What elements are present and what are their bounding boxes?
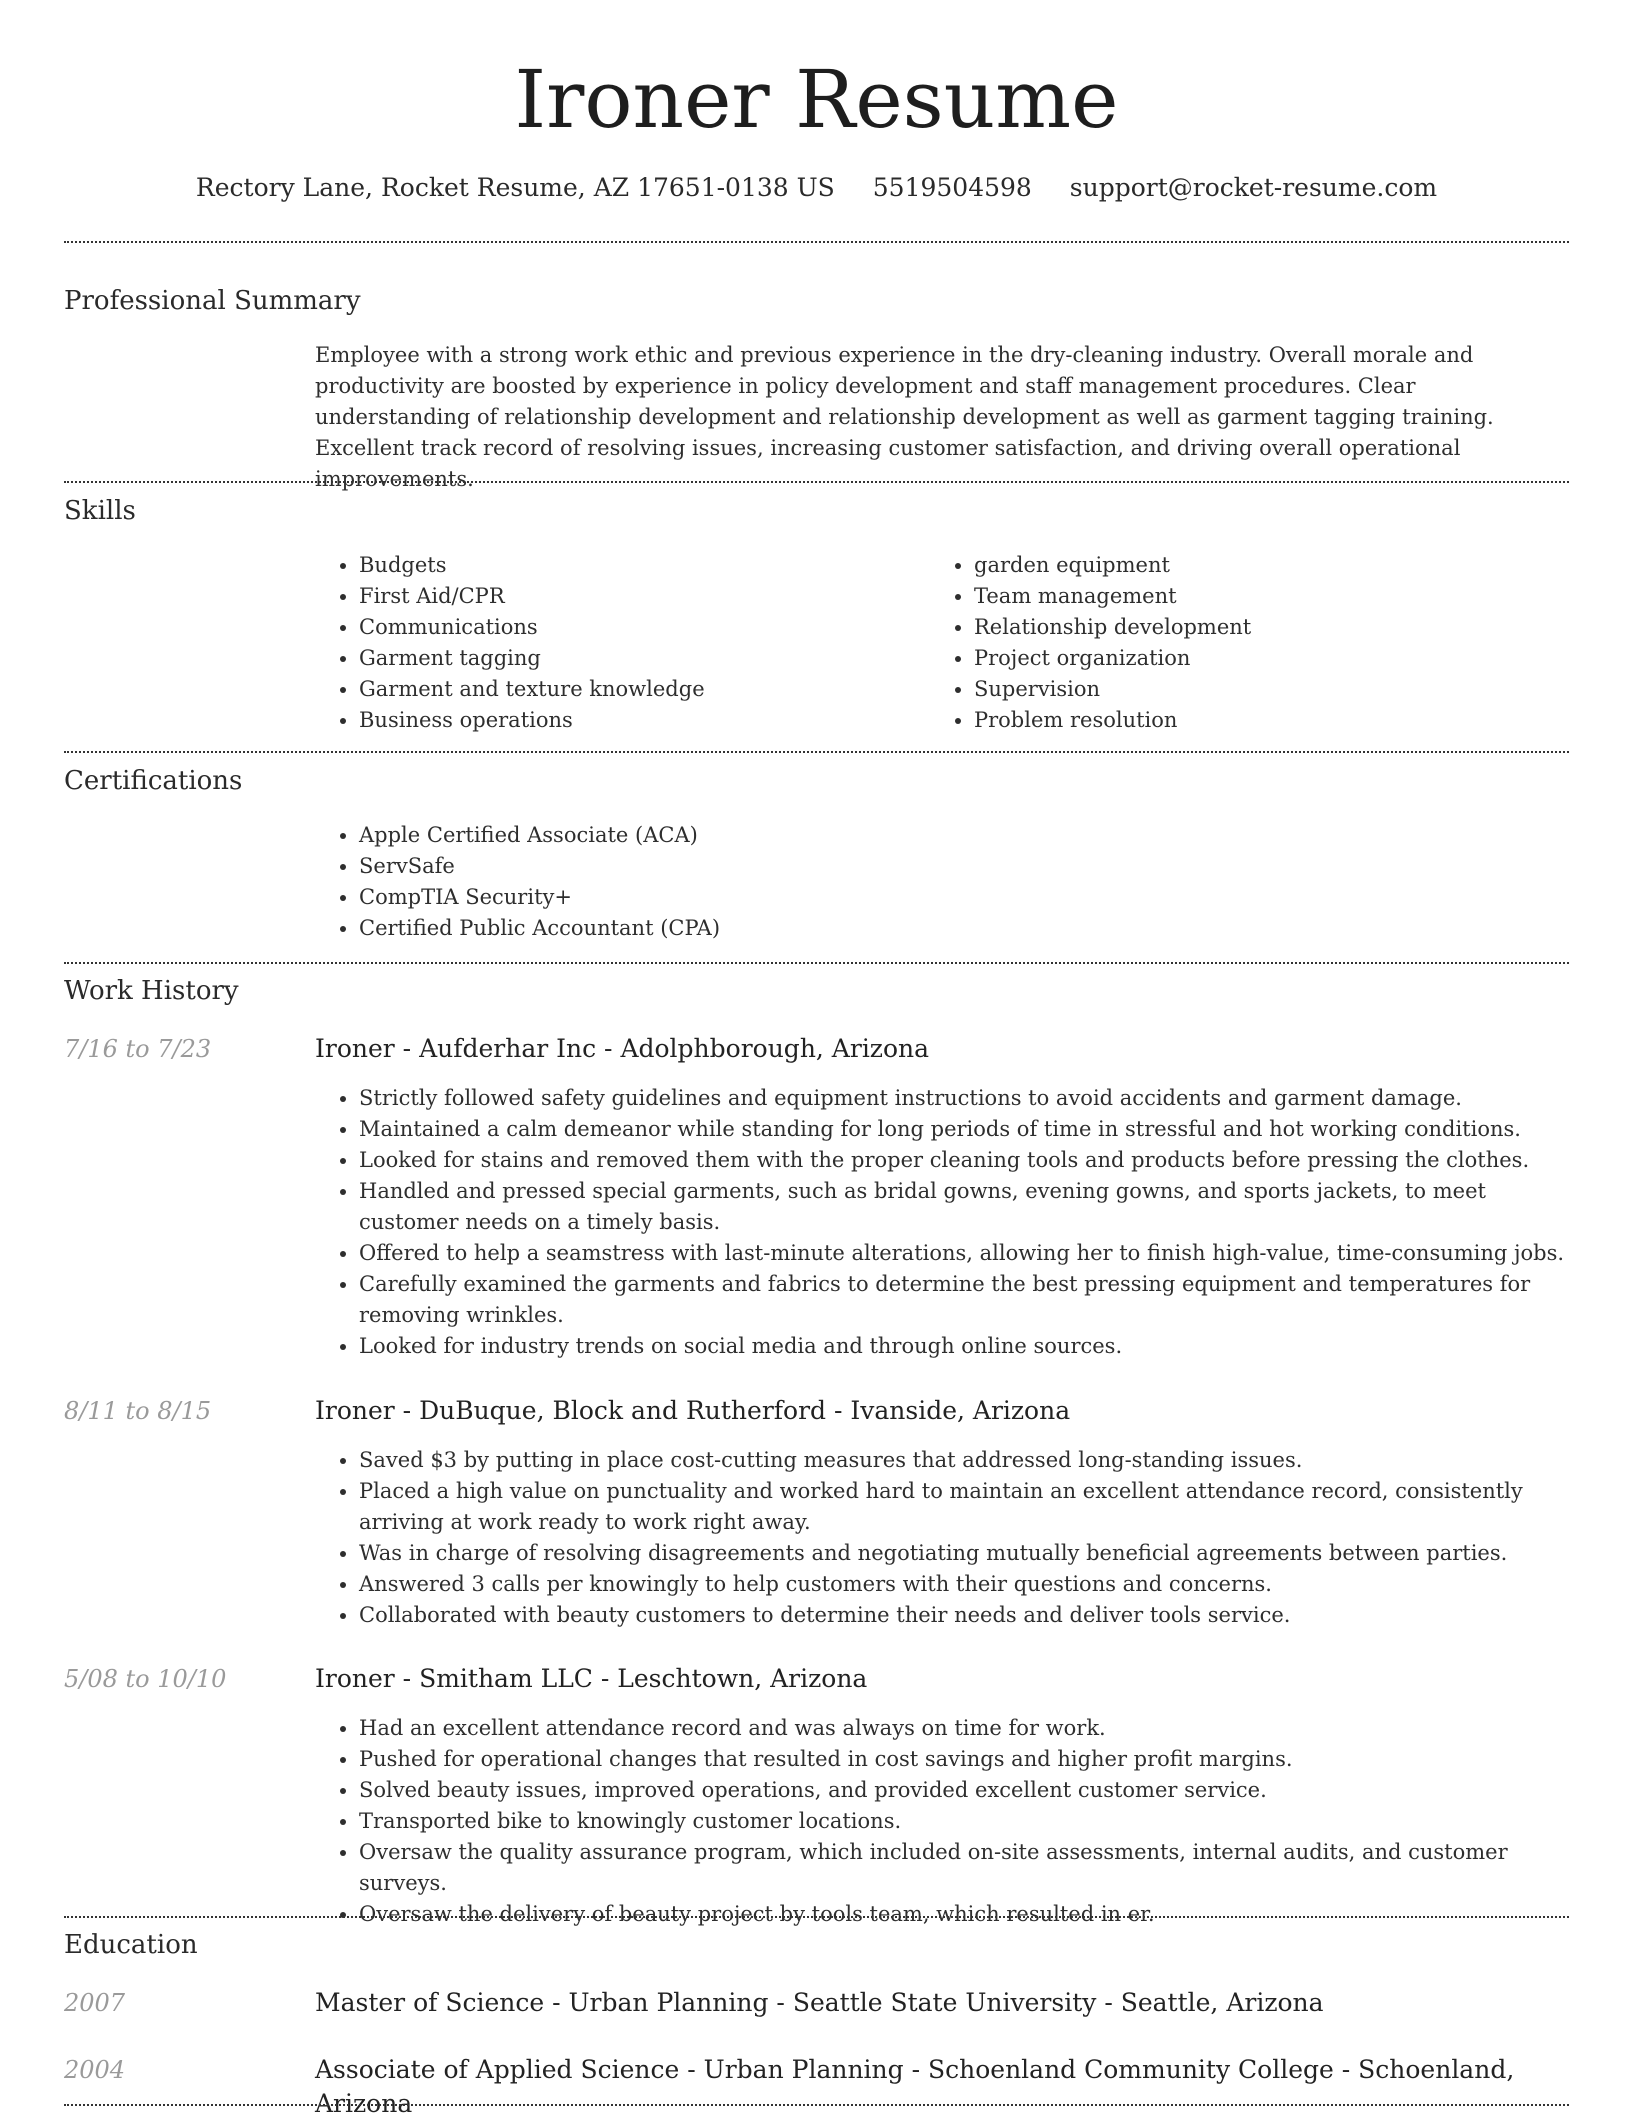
job-title: Ironer - Aufderhar Inc - Adolphborough, Arizona bbox=[315, 1034, 930, 1063]
divider bbox=[64, 481, 1569, 483]
job-bullet: • Handled and pressed special garments, such as bridal gowns, evening gowns, and sports jackets, to meet customer needs on a timely basis. bbox=[359, 1176, 1569, 1238]
skill-item: • Garment and texture knowledge bbox=[359, 674, 939, 705]
resume-page bbox=[64, 0, 1569, 2118]
job-dates: 5/08 to 10/10 bbox=[64, 1665, 227, 1693]
education-degree: Master of Science - Urban Planning - Seattle State University - Seattle, Arizona bbox=[315, 1988, 1324, 2017]
skills-heading: Skills bbox=[64, 496, 136, 526]
job-bullet: • Had an excellent attendance record and was always on time for work. bbox=[359, 1713, 1569, 1744]
divider bbox=[64, 2104, 1569, 2106]
job-bullet: • Offered to help a seamstress with last-minute alterations, allowing her to finish high-value, time-consuming jobs. bbox=[359, 1238, 1569, 1269]
education-degree: Associate of Applied Science - Urban Planning - Schoenland Community College - Schoenland, Arizona bbox=[315, 2055, 1515, 2118]
email-link[interactable]: support@rocket-resume.com bbox=[1069, 173, 1438, 202]
job-bullet: • Strictly followed safety guidelines and equipment instructions to avoid accidents and garment damage. bbox=[359, 1083, 1569, 1114]
certification-item: • ServSafe bbox=[359, 851, 1559, 882]
skill-item: • Problem resolution bbox=[974, 705, 1574, 736]
certification-item: • CompTIA Security+ bbox=[359, 882, 1559, 913]
job-bullet: • Answered 3 calls per knowingly to help customers with their questions and concerns. bbox=[359, 1569, 1569, 1600]
job-bullet: • Transported bike to knowingly customer locations. bbox=[359, 1806, 1569, 1837]
job-bullet: • Saved $3 by putting in place cost-cutting measures that addressed long-standing issues. bbox=[359, 1445, 1569, 1476]
skill-item: • Garment tagging bbox=[359, 643, 939, 674]
summary-text: Employee with a strong work ethic and previous experience in the dry-cleaning industry. Overall morale and productivity are boosted by experience in policy development and staff management procedures. Clear understanding of relationship development and relationship development as well as garment tagging training. Excellent track record of resolving issues, increasing customer satisfaction, and driving overall operational improvements. bbox=[315, 343, 1494, 491]
job-title: Ironer - Smitham LLC - Leschtown, Arizona bbox=[315, 1664, 868, 1693]
certification-item: • Certified Public Accountant (CPA) bbox=[359, 913, 1559, 944]
job-bullet: • Was in charge of resolving disagreements and negotiating mutually beneficial agreements between parties. bbox=[359, 1538, 1569, 1569]
job-bullets bbox=[315, 1713, 1569, 1930]
job-bullet: • Solved beauty issues, improved operations, and provided excellent customer service. bbox=[359, 1775, 1569, 1806]
certifications-list bbox=[315, 820, 1559, 944]
job-bullet: • Carefully examined the garments and fabrics to determine the best pressing equipment and temperatures for removing wrinkles. bbox=[359, 1269, 1569, 1331]
divider bbox=[64, 751, 1569, 753]
job-bullet: • Collaborated with beauty customers to determine their needs and deliver tools service. bbox=[359, 1600, 1569, 1631]
job-bullets bbox=[315, 1083, 1569, 1362]
certifications-heading: Certifications bbox=[64, 766, 243, 796]
summary-heading: Professional Summary bbox=[64, 286, 361, 316]
skill-item: • Project organization bbox=[974, 643, 1574, 674]
skill-item: • garden equipment bbox=[974, 550, 1574, 581]
job-bullet: • Looked for stains and removed them with the proper cleaning tools and products before pressing the clothes. bbox=[359, 1145, 1569, 1176]
skill-item: • Budgets bbox=[359, 550, 939, 581]
job-bullet: • Maintained a calm demeanor while standing for long periods of time in stressful and hot working conditions. bbox=[359, 1114, 1569, 1145]
job-bullet: • Oversaw the quality assurance program, which included on-site assessments, internal audits, and customer surveys. bbox=[359, 1837, 1569, 1899]
job-dates: 7/16 to 7/23 bbox=[64, 1035, 212, 1063]
divider bbox=[64, 241, 1569, 243]
job-bullets bbox=[315, 1445, 1569, 1631]
address-text: Rectory Lane, Rocket Resume, AZ 17651-0138 US bbox=[195, 173, 835, 202]
job-bullet: • Looked for industry trends on social media and through online sources. bbox=[359, 1331, 1569, 1362]
job-bullet: • Placed a high value on punctuality and worked hard to maintain an excellent attendance record, consistently arriving at work ready to work right away. bbox=[359, 1476, 1569, 1538]
resume-title: Ironer Resume bbox=[514, 53, 1119, 146]
skill-item: • Business operations bbox=[359, 705, 939, 736]
skill-item: • Supervision bbox=[974, 674, 1574, 705]
education-heading: Education bbox=[64, 1930, 198, 1960]
job-bullet: • Pushed for operational changes that resulted in cost savings and higher profit margins. bbox=[359, 1744, 1569, 1775]
phone-text: 5519504598 bbox=[872, 173, 1032, 202]
skills-list-right bbox=[930, 550, 1574, 736]
skills-list-left bbox=[315, 550, 939, 736]
job-title: Ironer - DuBuque, Block and Rutherford - Ivanside, Arizona bbox=[315, 1396, 1071, 1425]
skill-item: • First Aid/CPR bbox=[359, 581, 939, 612]
certification-item: • Apple Certified Associate (ACA) bbox=[359, 820, 1559, 851]
work-history-heading: Work History bbox=[64, 976, 239, 1006]
divider bbox=[64, 962, 1569, 964]
education-year: 2007 bbox=[64, 1989, 126, 2017]
job-bullet: • Oversaw the delivery of beauty project by tools team, which resulted in er. bbox=[359, 1899, 1569, 1930]
skill-item: • Relationship development bbox=[974, 612, 1574, 643]
contact-line bbox=[64, 170, 1569, 206]
skill-item: • Team management bbox=[974, 581, 1574, 612]
job-dates: 8/11 to 8/15 bbox=[64, 1397, 212, 1425]
education-year: 2004 bbox=[64, 2056, 126, 2084]
divider bbox=[64, 1916, 1569, 1918]
skill-item: • Communications bbox=[359, 612, 939, 643]
